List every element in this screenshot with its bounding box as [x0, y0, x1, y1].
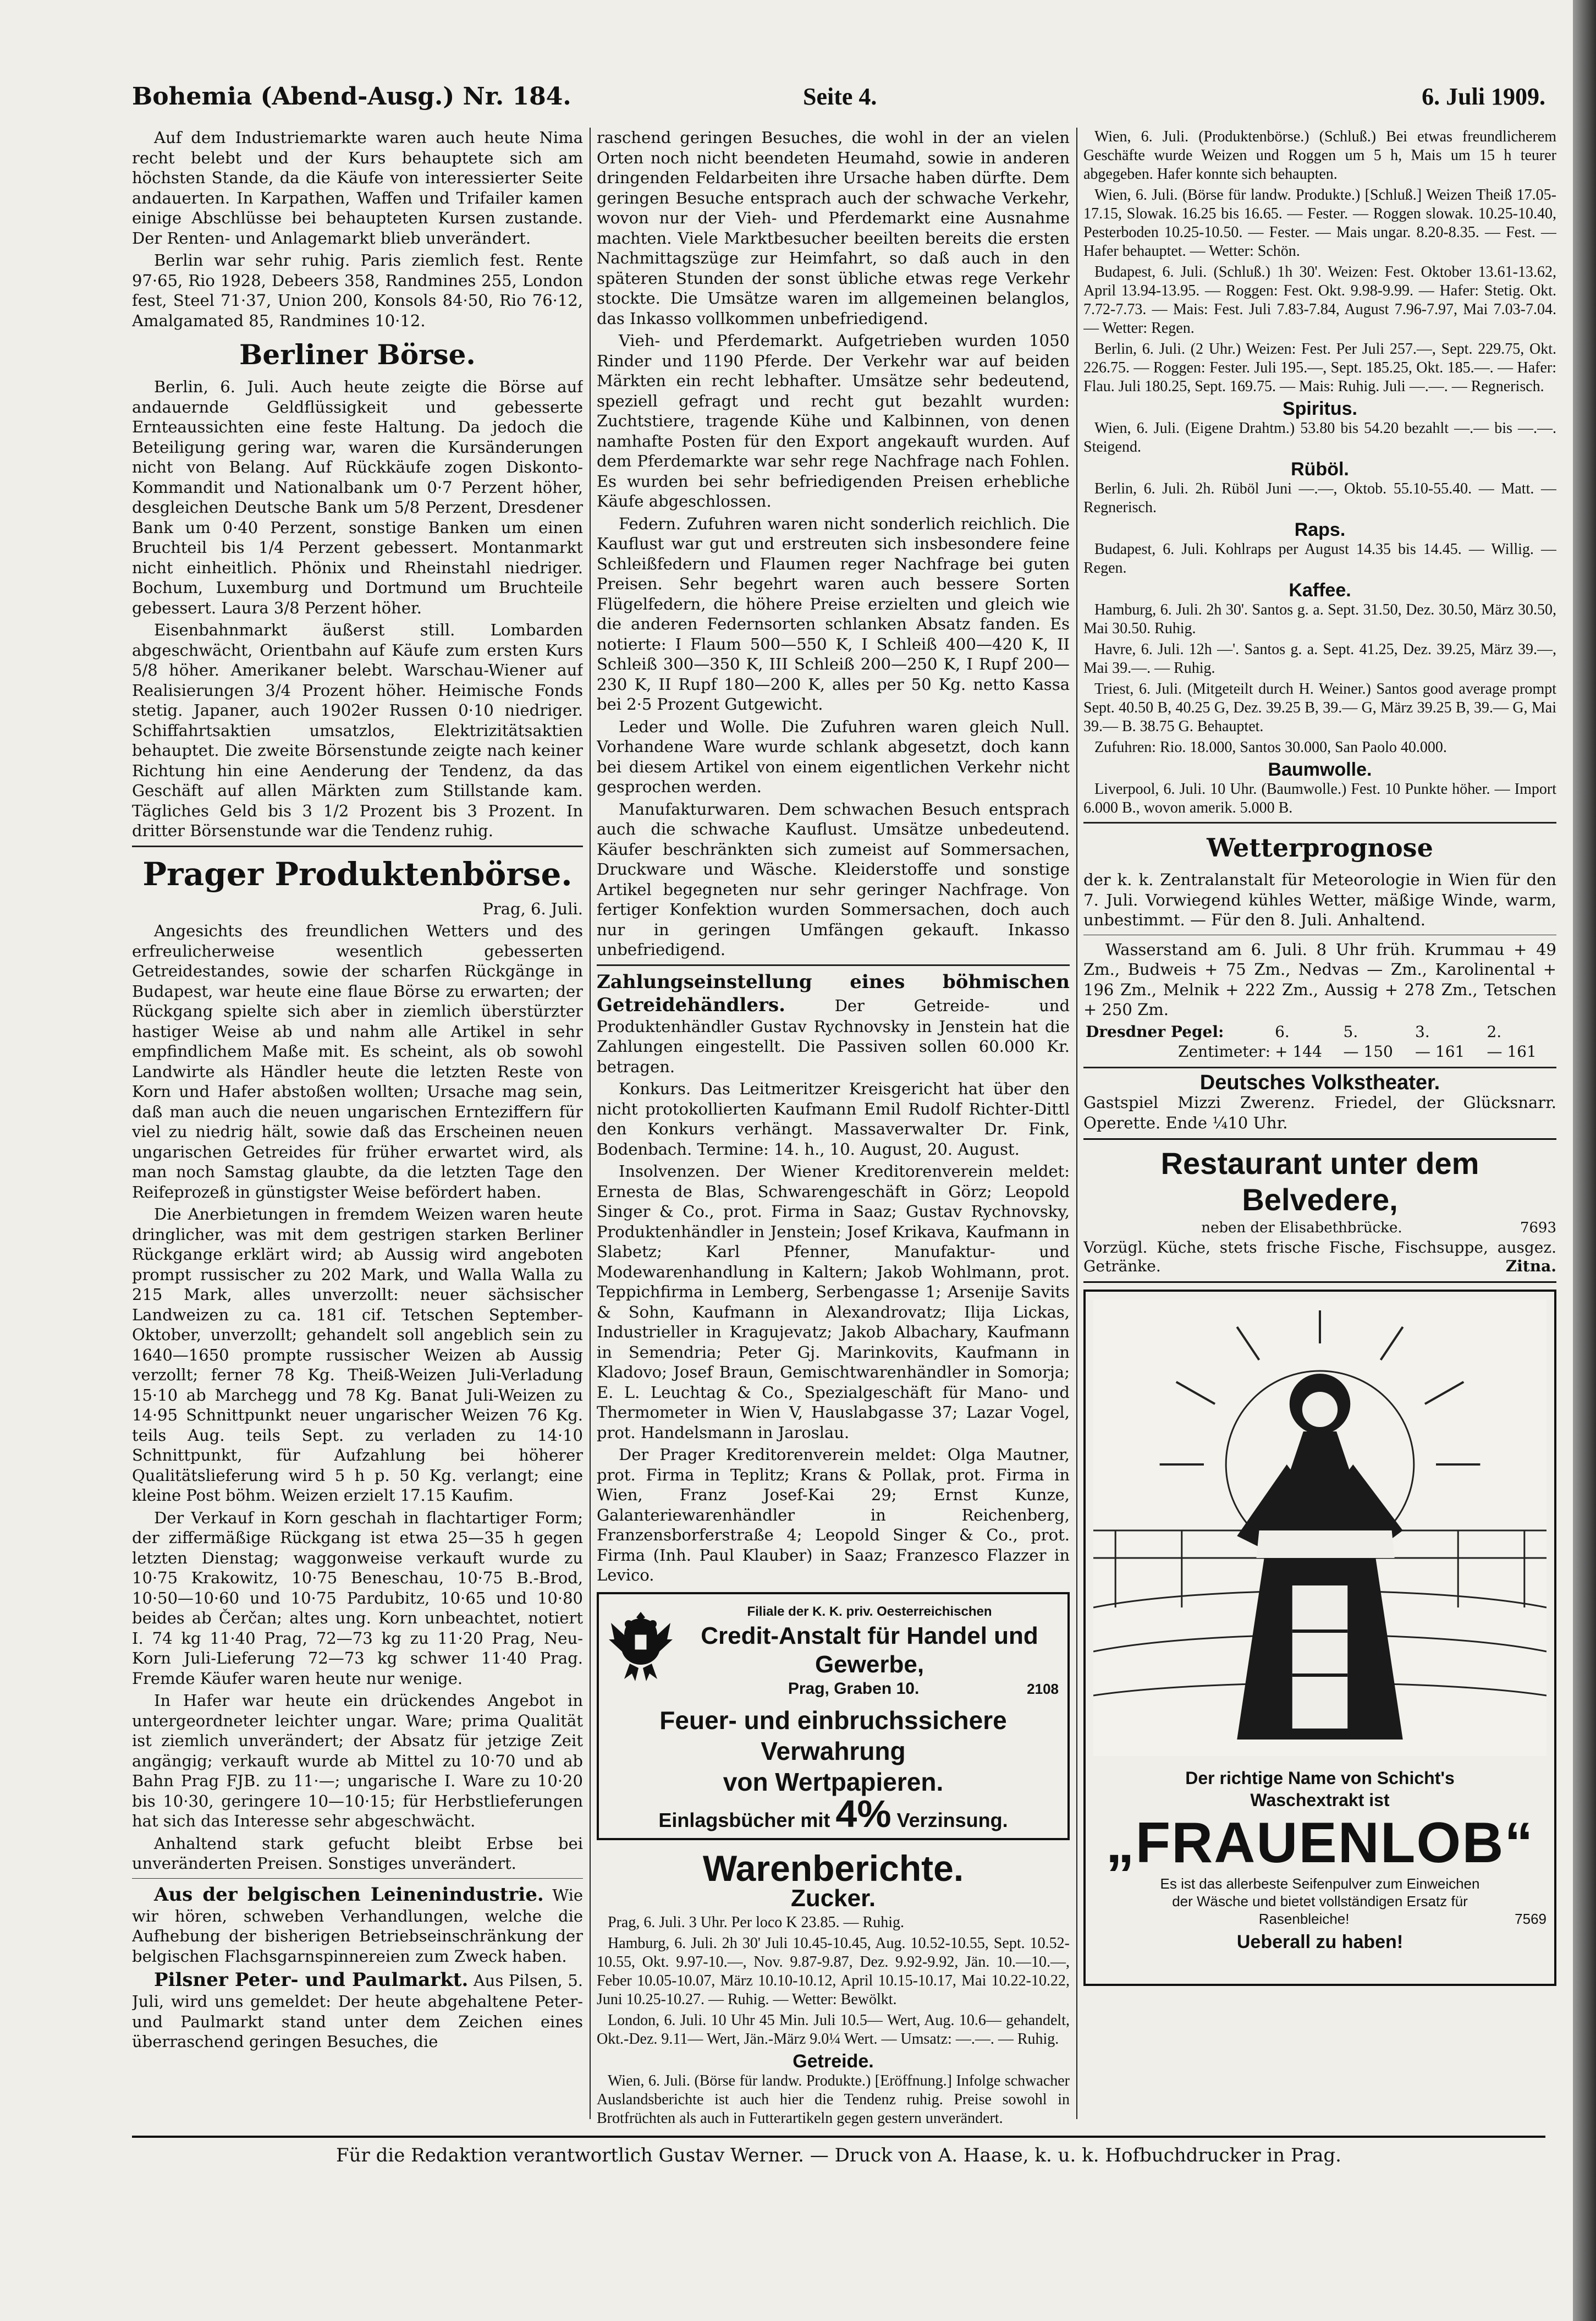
page-number: Seite 4.: [803, 83, 877, 110]
article-paragraph: Manufakturwaren. Dem schwachen Besuch entsprach auch die schwache Kauflust. Umsätze unbedeutend. Käufer beschränkten sich zumeist auf Sommersachen, Druckware und Wäsche. Kleiderstoffe und sonstige Artikel begegneten nur sehr geringer Nachfrage. Von fertiger Konfektion wurden Sommersachen, doch auch nur in geringen Umfängen gekauft. Inkasso unbefriedigend.: [597, 799, 1070, 959]
column-3: [1083, 128, 1556, 2130]
market-report: Budapest, 6. Juli. (Schluß.) 1h 30'. Weizen: Fest. Oktober 13.61-13.62, April 13.94-13.95. — Roggen: Fest. Okt. 9.98-9.99. — Hafer: Stetig. Okt. 7.72-7.73. — Mais: Fest. Juli 7.83-7.84, August 7.96-7.97, Mai 7.03-7.04. — Wetter: Regen.: [1083, 264, 1556, 337]
gauge-day: 6.: [1275, 1022, 1290, 1041]
section-title-prager-produktenboerse: Prager Produktenbörse.: [142, 855, 573, 893]
divider: [1083, 1067, 1556, 1068]
water-levels: Wasserstand am 6. Juli. 8 Uhr früh. Krummau + 49 Zm., Budweis + 75 Zm., Nedvas — Zm., Karolinental + 196 Zm., Melnik + 222 Zm., Aussig + 278 Zm., Tetschen + 250 Zm.: [1083, 940, 1556, 1019]
article-paragraph: Konkurs. Das Leitmeritzer Kreisgericht hat über den nicht protokollierten Kaufmann Emil Rudolf Richter-Dittl den Konkurs verhängt. Massaverwalter Dr. Fink, Bodenbach. Termine: 14. h., 10. August, 20. August.: [597, 1079, 1070, 1159]
article-paragraph: Anhaltend stark gefucht bleibt Erbse bei unveränderten Preisen. Sonstiges unverändert.: [132, 1834, 583, 1873]
subsection-title-raps: Raps.: [1294, 519, 1346, 540]
subsection-title-baumwolle: Baumwolle.: [1268, 759, 1372, 780]
market-report: Hamburg, 6. Juli. 2h 30'. Santos g. a. Sept. 31.50, Dez. 30.50, März 30.50, Mai 30.50. Ruhig.: [1083, 601, 1556, 637]
market-report: Havre, 6. Juli. 12h —'. Santos g. a. Sept. 41.25, Dez. 39.25, März 39.—, Mai 39.—. — Ruhig.: [1083, 641, 1556, 677]
article-paragraph: Vieh- und Pferdemarkt. Aufgetrieben wurden 1050 Rinder und 1190 Pferde. Der Verkehr war auf beiden Märkten ein recht lebhafter. Umsätze sehr bedeutend, speziell gefragt und recht gut bezahlt wurden: Zuchtstiere, tragende Kühe und Kalbinnen, von denen namhafte Posten für den Export angekauft wurden. Auf dem Pferdemarkte war sehr rege Nachfrage nach Fohlen. Es wurden bei sehr befriedigenden Preisen erhebliche Käufe abgeschlossen.: [597, 331, 1070, 511]
ad-slogan-2: von Wertpapieren.: [723, 1767, 944, 1796]
bank-branch-line: Filiale der K. K. priv. Oesterreichischen: [747, 1604, 992, 1619]
article-paragraph: Berlin war sehr ruhig. Paris ziemlich fest. Rente 97·65, Rio 1928, Debeers 358, Randmines 255, London fest, Steel 71·37, Union 200, Konsols 84·50, Rio 76·12, Amalgamated 85, Randmines 10·12.: [132, 251, 583, 330]
ad-interest-rate: 4%: [835, 1792, 891, 1835]
subsection-title-getreide: Getreide.: [793, 2050, 874, 2072]
dresden-gauge-table: [1083, 1022, 1556, 1062]
article-text: Der Getreide- und Produktenhändler Gustav Rychnovsky in Jenstein hat die Zahlungen eingestellt. Die Passiven sollen 60.000 Kr. betragen.: [597, 996, 1070, 1076]
frauenlob-advertisement: [1083, 1290, 1556, 1986]
market-report: Budapest, 6. Juli. Kohlraps per August 14.35 bis 14.45. — Willig. — Regen.: [1083, 541, 1556, 577]
market-report: Zufuhren: Rio. 18.000, Santos 30.000, San Paolo 40.000.: [1094, 739, 1447, 756]
article-paragraph: Eisenbahnmarkt äußerst still. Lombarden abgeschwächt, Orientbahn auf Käufe zum ersten Kurs 5/8 höher. Amerikaner belebt. Warschau-Wiener auf Realisierungen 3/4 Prozent höher. Heimische Fonds stetig. Japaner, auch 1902er Russen 0·10 niedriger. Schiffahrtsaktien umsatzlos, Elektrizitätsaktien behauptet. Die zweite Börsenstunde zeigte nach keiner Richtung hin eine Aenderung der Tendenz, da das Geschäft auf allen Märkten zum Stillstande kam. Tägliches Geld bis 3 1/2 Prozent bis 3 Prozent. In dritter Börsenstunde war die Tendenz ruhig.: [132, 621, 583, 840]
ad-interest-post: Verzinsung.: [896, 1808, 1008, 1831]
article-paragraph: Die Anerbietungen in fremdem Weizen waren heute dringlicher, was mit dem gestrigen starken Berliner Rückgange erklärt wird; ab Aussig wird angeboten prompt russischer zu 202 Mark, und Walla Walla zu 215 Mark, alles unverzollt: neuer sächsischer Landweizen zu ca. 181 cif. Tetschen September-Oktober, unverzollt; gehandelt soll angeblich sein zu 1640—1650 prompte russischer Weizen ab Aussig verzollt; ferner 78 Kg. Theiß-Weizen Juli-Verladung 15·10 ab Marchegg und 78 Kg. Banat Juli-Weizen zu 14·95 Schnittpunkt neuer ungarischer Weizen 76 Kg. teils Aug. teils Sept. zu verladen zu 14·10 Schnittpunkt, für Aufzahlung bei höherer Qualitätslieferung wird 5 h p. 50 Kg. verlangt; eine kleine Post böhm. Weizen erzielt 17.15 Kaufim.: [132, 1205, 583, 1505]
washerwoman-illustration: [1093, 1299, 1547, 1756]
market-report: Hamburg, 6. Juli. 2h 30' Juli 10.45-10.45, Aug. 10.52-10.55, Sept. 10.52-10.55, Okt. 9.97-10.—, Nov. 9.87-9.87, Dez. 9.92-9.92, Jän. 10.—10.—, Feber 10.05-10.07, März 10.10-10.12, April 10.15-10.17, Mai 10.22-10.22, Juni 10.25-10.27. — Ruhig. — Wetter: Bewölkt.: [597, 1934, 1070, 2008]
headline-pilsner-markt: Pilsner Peter- und Paulmarkt.: [154, 1969, 469, 1991]
market-report: London, 6. Juli. 10 Uhr 45 Min. Juli 10.5— Wert, Aug. 10.6— gehandelt, Okt.-Dez. 9.11— Wert, Jän.-März 9.0¼ Wert. — Umsatz: —.—. — Ruhig.: [597, 2011, 1070, 2048]
article-text: Aus Pilsen, 5. Juli, wird uns gemeldet: Der heute abgehaltene Peter- und Paulmarkt stand unter dem Zeichen eines überraschend geringen Besuches, die: [132, 1971, 583, 2051]
divider: [132, 846, 583, 847]
subsection-title-zucker: Zucker.: [790, 1885, 876, 1912]
ad-slogan-1: Feuer- und einbruchssichere Verwahrung: [659, 1705, 1007, 1765]
divider: [1083, 822, 1556, 824]
market-report: Wien, 6. Juli. (Produktenbörse.) (Schluß.) Bei etwas freundlicherem Geschäfte wurde Weizen und Roggen um 5 h, Mais um 15 h teurer abgegeben. Hafer konnte sich behaupten.: [1083, 128, 1556, 183]
article-paragraph: Angesichts des freundlichen Wetters und des erfreulicherweise wesentlich gebesserten Getreidestandes, sowie der scharfen Rückgänge in Budapest, war heute eine flaue Börse zu erwarten; der Rückgang spielte sich aber in ziemlich überstürzter hastiger Weise ab und nahm alle Artikel in sehr empfindlichem Maße mit. Es scheint, als ob sowohl Landwirte als Händler heute die letzten Reste von Korn und Hafer abstoßen wollten; Ursache mag sein, daß man auch die neuen ungarischen Ernteziffern für viel zu niedrig hält, sowie daß das Erscheinen neuen ungarischen Getreides für früher erwartet wird, als man noch Samstag glaubte, da die letzten Tage den Reifeprozeß in günstigster Weise befördert haben.: [132, 921, 583, 1201]
restaurant-advertisement: [1083, 1138, 1556, 1283]
bank-address: Prag, Graben 10.: [788, 1680, 920, 1698]
headline-belgische-leinenindustrie: Aus der belgischen Leinenindustrie.: [154, 1883, 544, 1906]
divider: [597, 964, 1070, 966]
gauge-value: — 161: [1487, 1042, 1537, 1061]
gauge-day: 3.: [1415, 1022, 1430, 1041]
double-eagle-icon: [608, 1602, 674, 1684]
page-edge-shadow: [1573, 0, 1596, 2321]
article-paragraph: Der Prager Kreditorenverein meldet: Olga Mautner, prot. Firma in Teplitz; Krans & Pollak, prot. Firma in Wien, Franz Josef-Kai 29; Ernst Kunze, Galanteriewarenhändler in Reichenberg, Franzensborferstraße 4; Leopold Singer & Co., prot. Firma (Inh. Paul Klauber) in Saaz; Franzesco Flazzer in Levico.: [597, 1445, 1070, 1584]
gauge-value: + 144: [1275, 1042, 1322, 1061]
article-paragraph: In Hafer war heute ein drückendes Angebot in untergeordneter leichter ungar. Ware; prima Qualität ist ziemlich unverändert; der Absatz für jetzige Zeit angängig; verkauft wurde ab Mittel zu 10·70 und ab Bahn Prag FJB. zu 11·—; ungarische I. Ware zu 10·20 bis 10·30, geringere 10—10·15; für Herbstlieferungen hat sich das Interesse sehr abgeschwächt.: [132, 1691, 583, 1830]
ad-number: 7693: [1520, 1220, 1556, 1236]
article-paragraph: Der Verkauf in Korn geschah in flachtartiger Form; der ziffermäßige Rückgang ist etwa 25—35 h gegen letzten Dienstag; waggonweise verkauft wurde zu 10·75 Krakowitz, 10·75 Beneschau, 10·75 B.-Brod, 10·50—10·60 und 10·75 Pardubitz, 10·65 und 10·80 beides ab Čerčan; altes ung. Korn unbeachtet, notiert I. 74 kg 11·40 Prag, 72—73 kg zu 11·20 Prag, Neu-Korn Juli-Lieferung 72—73 kg schwer 11·40 Prag. Fremde Käufer waren heute nur wenige.: [132, 1508, 583, 1688]
masthead-issue: Bohemia (Abend-Ausg.) Nr. 184.: [132, 83, 571, 111]
gauge-day: 5.: [1343, 1022, 1358, 1041]
article-paragraph: Auf dem Industriemarkte waren auch heute Nima recht belebt und der Kurs behauptete sich am höchsten Stande, da die Käufe von interessierter Seite andauerten. In Karpathen, Waffen und Trifailer kamen einige Abschlüsse bei behaupteten Kursen zustande. Der Renten- und Anlagemarkt blieb unverändert.: [132, 128, 583, 248]
gauge-label: Dresdner Pegel:: [1086, 1022, 1224, 1041]
article-paragraph: raschend geringen Besuches, die wohl in der an vielen Orten noch nicht beendeten Heumahd, sowie in anderen dringenden Feldarbeiten ihre Ursache haben dürfte. Dem geringen Besuche entsprach auch der schwache Verkehr, wovon nur der Vieh- und Pferdemarkt eine Ausnahme machten. Viele Marktbesucher beeilten bereits die ersten Nachmittagszüge zur Heimfahrt, so daß auch in den späteren Stunden der sonst übliche etwas rege Verkehr stockte. Die Umsätze waren im allgemeinen belanglos, das Inkasso vollkommen unbefriedigend.: [597, 128, 1070, 328]
frauenlob-brand: „FRAUENLOB“: [1105, 1811, 1534, 1875]
restaurant-owner: Zitna.: [1505, 1256, 1556, 1275]
divider: [132, 1878, 583, 1879]
zucker-reports: [597, 1913, 1070, 2128]
gauge-unit-label: Zentimeter:: [1178, 1042, 1271, 1061]
article-text: Wie wir hören, schweben Verhandlungen, welche die Aufhebung der bisherigen Betriebseinschränkung der belgischen Flachsgarnspinnereien zum Zweck haben.: [132, 1885, 583, 1966]
frauenlob-tagline-1: Der richtige Name von Schicht's: [1185, 1768, 1455, 1788]
restaurant-name: Restaurant unter dem Belvedere,: [1160, 1146, 1479, 1217]
theater-program: Gastspiel Mizzi Zwerenz. Friedel, der Glücksnarr. Operette. Ende ¼10 Uhr.: [1083, 1093, 1556, 1132]
headline-zahlungseinstellung: Zahlungseinstellung eines böhmischen Getreidehändlers.: [597, 970, 1070, 1016]
article-paragraph: Insolvenzen. Der Wiener Kreditorenverein meldet: Ernesta de Blas, Schwarengeschäft in Görz; Leopold Singer & Co., prot. Firma in Saaz; Gustav Rychnovsky, Produktenhändler in Jenstein; Josef Krikava, Kaufmann in Slabetz; Karl Pfenner, Manufaktur- und Modewarenhandlung in Kaltern; Jakob Wohlmann, prot. Teppichfirma in Lemberg, Serbengasse 1; Arsenije Savits & Sohn, Kaufmann in Alexandrovatz; Ilija Lickas, Industrieller in Kragujevatz; Jakob Albachary, Kaufmann in Semendria; Peter Gj. Marinkovits, Kaufmann in Kladovo; Josef Braun, Gemischtwarenhändler in Somorja; E. L. Leuchtag & Co., Spezialgeschäft für Mano- und Thermometer in Wien V, Hauslabgasse 37; Lazar Vogel, prot. Handelsmann in Jaroslau.: [597, 1162, 1070, 1442]
theater-title: Deutsches Volkstheater.: [1199, 1071, 1440, 1094]
frauenlob-tagline-2: Waschextrakt ist: [1250, 1790, 1390, 1810]
market-report: Berlin, 6. Juli. 2h. Rüböl Juni —.—, Oktob. 55.10-55.40. — Matt. — Regnerisch.: [1083, 480, 1556, 516]
bank-name: Credit-Anstalt für Handel und Gewerbe,: [701, 1622, 1038, 1678]
column-2: [597, 128, 1070, 2130]
ad-interest-pre: Einlagsbücher mit: [658, 1808, 830, 1831]
article-paragraph: Federn. Zufuhren waren nicht sonderlich reichlich. Die Kauflust war gut und erstreuten sich insbesondere feine Schleißfedern und Flaumen reger Nachfrage bei guten Preisen. Sehr begehrt waren auch bessere Sorten Flügelfedern, die höhere Preise erzielten und gleich wie die anderen Federnsorten schlanken Absatz fanden. Es notierte: I Flaum 500—550 K, I Schleiß 400—420 K, II Schleiß 300—350 K, III Schleiß 200—250 K, I Rupf 200—230 K, II Rupf 180—200 K, alles per 50 Kg. netto Kassa bei 2·5 Prozent Gutgewicht.: [597, 514, 1070, 714]
article-paragraph: Berlin, 6. Juli. Auch heute zeigte die Börse auf andauernde Geldflüssigkeit und gebesserte Ernteaussichten eine feste Haltung. Da jedoch die Beteiligung gering war, waren die Kursänderungen nicht von Belang. Auf Rückkäufe zogen Diskonto-Kommandit und Nationalbank um 0·7 Perzent höher, desgleichen Deutsche Bank um 5/8 Perzent, Dresdener Bank um 0·40 Perzent, sonstige Banken um einen Bruchteil bis 1/4 Perzent gebessert. Montanmarkt nicht einheitlich. Phönix und Rheinstahl niedriger. Bochum, Luxemburg und Dortmund um Bruchteile gebessert. Laura 3/8 Perzent höher.: [132, 377, 583, 617]
commodity-reports: [1083, 128, 1556, 817]
gauge-value: — 161: [1415, 1042, 1465, 1061]
frauenlob-copy: [1093, 1910, 1547, 1928]
section-title-wetterprognose: Wetterprognose: [1207, 833, 1433, 863]
market-report: Triest, 6. Juli. (Mitgeteilt durch H. Weiner.) Santos good average prompt Sept. 40.50 B, 40.25 G, Dez. 39.25 B, 39.— G, März 39.25 B, 39.— G, Mai 39.— B. 38.75 G. Behauptet.: [1083, 681, 1556, 735]
ad-interest-line: [608, 1792, 1059, 1835]
frauenlob-copy: der Wäsche und bietet vollständigen Ersatz für: [1172, 1893, 1468, 1910]
frauenlob-copy: Es ist das allerbeste Seifenpulver zum Einweichen: [1160, 1875, 1480, 1892]
gauge-value: — 150: [1343, 1042, 1393, 1061]
market-report: Prag, 6. Juli. 3 Uhr. Per loco K 23.85. — Ruhig.: [608, 1913, 904, 1931]
column-1: [132, 128, 583, 2130]
market-report: Wien, 6. Juli. (Börse für landw. Produkte.) [Eröffnung.] Infolge schwacher Auslandsberichte ist auch hier die Tendenz ruhig. Preise sowohl in Brotfrüchten als auch in Futterartikeln gegen gestern unverändert.: [597, 2072, 1070, 2127]
dateline: Prag, 6. Juli.: [482, 899, 583, 918]
market-report: Wien, 6. Juli. (Börse für landw. Produkte.) [Schluß.] Weizen Theiß 17.05-17.15, Slowak. 16.25 bis 16.65. — Fester. — Roggen slowak. 10.25-10.40, Pesterboden 10.25-10.50. — Fester. — Mais ungar. 8.20-8.35. — Fest. — Hafer behauptet. — Wetter: Schön.: [1083, 186, 1556, 260]
ad-number: 7569: [1515, 1911, 1547, 1927]
section-title-berliner-boerse: Berliner Börse.: [239, 338, 476, 371]
market-report: Berlin, 6. Juli. (2 Uhr.) Weizen: Fest. Per Juli 257.—, Sept. 229.75, Okt. 226.75. — Roggen: Fester. Juli 195.—, Sept. 185.25, Okt. 185.—. — Hafer: Flau. Juli 180.25, Sept. 169.75. — Mais: Ruhig. Juli —.—. — Regnerisch.: [1083, 341, 1556, 395]
subsection-title-rueboel: Rüböl.: [1291, 459, 1349, 480]
restaurant-location: neben der Elisabethbrücke.: [1201, 1220, 1402, 1236]
restaurant-description: Vorzügl. Küche, stets frische Fische, Fischsuppe, ausgez. Getränke.: [1083, 1238, 1556, 1275]
section-title-warenberichte: Warenberichte.: [702, 1848, 964, 1889]
market-report: Liverpool, 6. Juli. 10 Uhr. (Baumwolle.) Fest. 10 Punkte höher. — Import 6.000 B., wovon amerik. 5.000 B.: [1083, 781, 1556, 816]
frauenlob-copy-end: Rasenbleiche!: [1258, 1911, 1350, 1927]
article-paragraph: Leder und Wolle. Die Zufuhren waren gleich Null. Vorhandene Ware wurde schlank abgesetzt, doch kann bei diesem Artikel von einem eigentlichen Verkehr nicht gesprochen werden.: [597, 717, 1070, 796]
market-report: Wien, 6. Juli. (Eigene Drahtm.) 53.80 bis 54.20 bezahlt —.— bis —.—. Steigend.: [1083, 420, 1556, 456]
column-rule: [1076, 128, 1077, 2119]
gauge-day: 2.: [1487, 1022, 1502, 1041]
column-rule: [590, 128, 591, 2119]
ad-number: 2108: [1027, 1681, 1059, 1697]
imprint-text: Für die Redaktion verantwortlich Gustav Werner. — Druck von A. Haase, k. u. k. Hofbuchdrucker in Prag.: [336, 2144, 1341, 2166]
weather-forecast: der k. k. Zentralanstalt für Meteorologie in Wien für den 7. Juli. Vorwiegend kühles Wetter, mäßige Winde, warm, unbestimmt. — Für den 8. Juli. Anhaltend.: [1083, 870, 1556, 929]
page-header: [132, 83, 1545, 121]
issue-date: 6. Juli 1909.: [1422, 83, 1545, 110]
frauenlob-availability: Ueberall zu haben!: [1236, 1932, 1404, 1952]
subsection-title-spiritus: Spiritus.: [1282, 398, 1358, 419]
credit-anstalt-advertisement: [597, 1592, 1070, 1841]
subsection-title-kaffee: Kaffee.: [1289, 580, 1351, 601]
imprint-footer: [132, 2136, 1545, 2166]
